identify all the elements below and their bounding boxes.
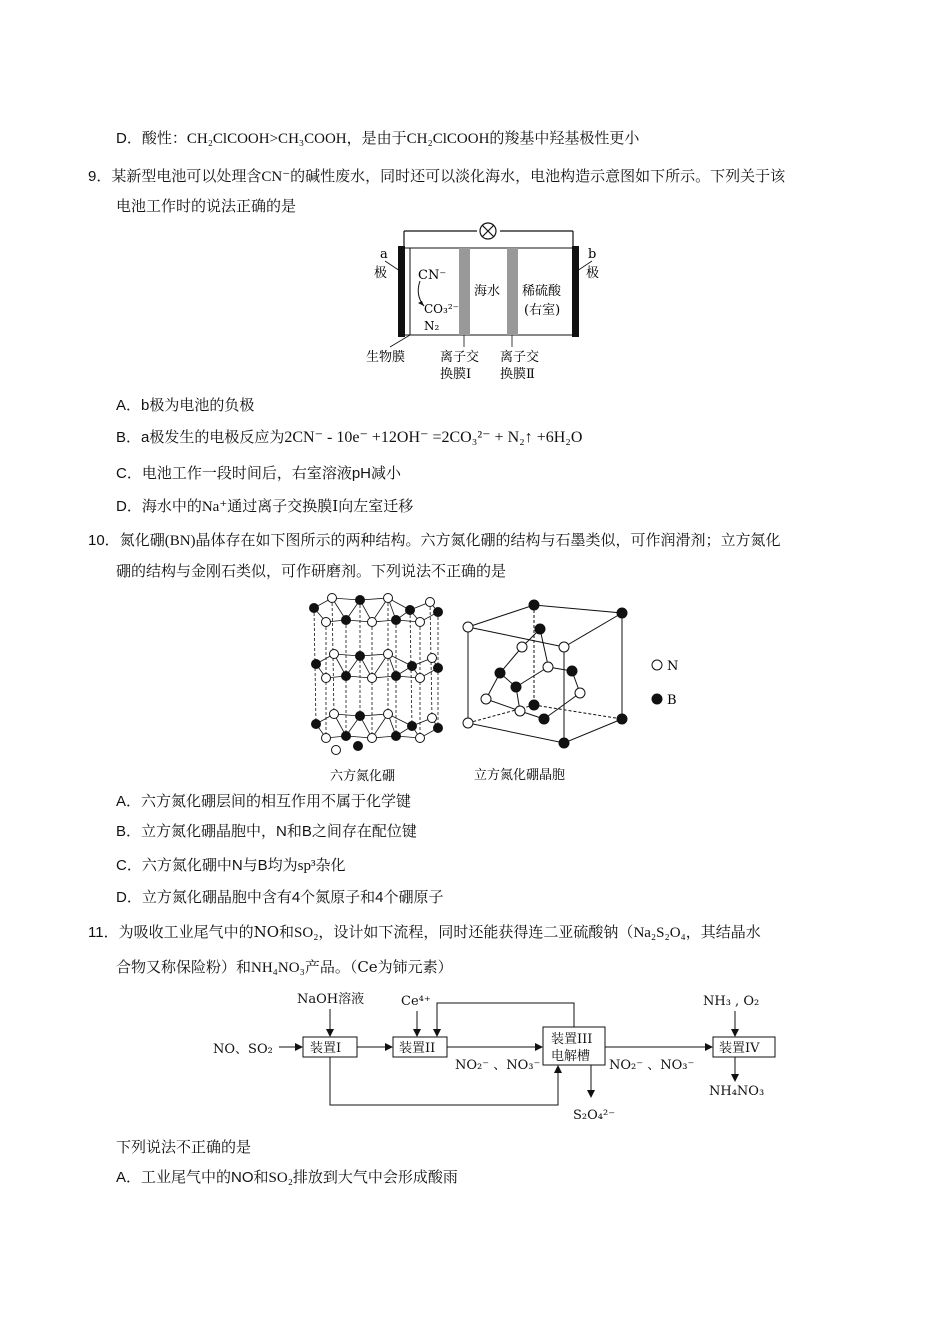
electrode-b <box>572 246 579 337</box>
q10-option-d: D．立方氮化硼晶胞中含有4个氮原子和4个硼原子 <box>116 889 444 906</box>
hexagonal-bn-caption: 六方氮化硼 <box>330 769 396 784</box>
device-2-label: 装置II <box>399 1041 436 1056</box>
q10-option-b: B．立方氮化硼晶胞中，N和B之间存在配位键 <box>116 823 417 840</box>
question-number: 11． <box>88 924 119 941</box>
a-electrode-label: a <box>380 247 388 262</box>
text: 的碱性废水，同时还可以淡化海水，电池构造示意图如下所示。下列关于该 <box>290 167 786 185</box>
equation: 2CN⁻ - 10e⁻ +12OH⁻ =2CO₃²⁻ + N₂↑ +6H₂O <box>284 429 583 446</box>
hexagonal-bn-figure <box>300 588 450 788</box>
text: A．工业尾气中的NO和 <box>116 1169 269 1186</box>
q11-stem-line1 <box>88 922 761 943</box>
right-chamber-label: (右室) <box>524 303 561 318</box>
q9-option-b <box>116 427 582 448</box>
q11-question: 下列说法不正确的是 <box>116 1138 252 1156</box>
biofilm-label: 生物膜 <box>366 350 406 365</box>
seawater-label: 海水 <box>474 284 501 299</box>
formula: (BN) <box>164 533 196 549</box>
lamp-icon <box>480 223 496 239</box>
naoh-label: NaOH溶液 <box>297 992 365 1007</box>
device-1-label: 装置I <box>310 1041 342 1056</box>
electrode-a <box>398 246 405 337</box>
text: 为吸收工业尾气中的NO和 <box>118 923 295 941</box>
a-pole-label: 极 <box>374 266 388 281</box>
acid-label: 稀硫酸 <box>522 284 562 299</box>
membrane-1-label-b: 换膜Ⅰ <box>440 367 472 382</box>
nitrite-nitrate-label-2: NO₂⁻ 、NO₃⁻ <box>609 1058 695 1073</box>
formula: CN⁻ <box>261 169 291 185</box>
formula: CH₂ClCOOH <box>406 131 490 147</box>
text: 杂化 <box>315 856 346 874</box>
carbonate-label: CO₃²⁻ <box>424 302 459 316</box>
q11-option-a <box>116 1167 458 1188</box>
formula: CH₂ClCOOH>CH₃COOH <box>186 131 347 147</box>
legend <box>652 659 678 708</box>
q9-option-c: C．电池工作一段时间后，右室溶液pH减小 <box>116 465 402 482</box>
q9-stem-line2: 电池工作时的说法正确的是 <box>116 197 297 215</box>
nitrogen-label: N₂ <box>424 319 440 333</box>
membrane-1 <box>459 248 470 335</box>
b-pole-label: 极 <box>586 266 600 281</box>
cubic-bn-caption: 立方氮化硼晶胞 <box>474 768 566 783</box>
text: 排放到大气中会形成酸雨 <box>292 1168 458 1186</box>
formula: sp³ <box>297 858 316 874</box>
input-gas-label: NO、SO₂ <box>213 1042 273 1057</box>
device-3-label: 装置III <box>551 1032 593 1047</box>
text: 的羧基中羟基极性更小 <box>489 129 640 147</box>
text: ，是由于 <box>346 129 407 147</box>
text: 产品。（Ce为铈元素） <box>304 958 453 976</box>
dithionite-label: S₂O₄²⁻ <box>573 1108 616 1123</box>
cn-ion-label: CN⁻ <box>418 268 447 283</box>
formula: SO₂ <box>268 1170 293 1186</box>
cubic-bn-figure <box>460 595 700 790</box>
membrane-2 <box>507 248 518 335</box>
membrane-1-label-a: 离子交 <box>440 350 480 365</box>
text: C．六方氮化硼中N与B均为 <box>116 857 298 874</box>
formula: SO₂ <box>294 925 319 941</box>
q10-stem-line1 <box>88 530 781 551</box>
nh4no3-product-label: NH₄NO₃ <box>709 1084 765 1099</box>
text: 通过离子交换膜Ⅰ向左室迁移 <box>227 497 414 515</box>
nitrite-nitrate-label-1: NO₂⁻ 、NO₃⁻ <box>455 1058 541 1073</box>
b-legend-label: B <box>667 693 677 708</box>
text: 晶体存在如下图所示的两种结构。六方氮化硼的结构与石墨类似，可作润滑剂；立方氮化 <box>195 531 781 549</box>
text: ，其结晶水 <box>685 923 761 941</box>
text: D．海水中的 <box>116 498 202 515</box>
ce-label: Ce⁴⁺ <box>401 994 431 1009</box>
q9-option-d <box>116 496 413 517</box>
membrane-2-label-a: 离子交 <box>500 350 540 365</box>
q9-stem-line1 <box>88 166 785 187</box>
b-electrode-label: b <box>588 247 597 262</box>
q10-stem-line2: 硼的结构与金刚石类似，可作研磨剂。下列说法不正确的是 <box>116 562 507 580</box>
option-label: D． <box>116 130 142 147</box>
membrane-2-label-b: 换膜Ⅱ <box>500 367 535 382</box>
q9-option-a: A．b极为电池的负极 <box>116 397 255 414</box>
text: 氮化硼 <box>119 531 165 549</box>
n-legend-marker <box>652 660 662 670</box>
text: 酸性： <box>141 129 187 147</box>
text: 合物又称保险粉）和 <box>116 958 252 976</box>
nh3-o2-label: NH₃ , O₂ <box>703 994 760 1009</box>
formula: NH₄NO₃ <box>251 960 305 976</box>
process-flow-diagram <box>205 985 805 1130</box>
b-legend-marker <box>652 694 662 704</box>
formula: Na⁺ <box>201 499 228 515</box>
electrolyzer-label: 电解槽 <box>551 1049 591 1064</box>
text: B．a极发生的电极反应为 <box>116 429 285 446</box>
formula: Na₂S₂O₄ <box>633 925 686 941</box>
text: ，设计如下流程，同时还能获得连二亚硫酸钠（ <box>318 923 634 941</box>
q8-option-d <box>116 128 639 149</box>
q10-option-a: A．六方氮化硼层间的相互作用不属于化学键 <box>116 793 412 810</box>
q10-option-c <box>116 855 346 876</box>
device-4-label: 装置IV <box>719 1041 760 1056</box>
battery-diagram <box>360 215 610 385</box>
text: 某新型电池可以处理含 <box>111 167 262 185</box>
n-legend-label: N <box>667 659 679 674</box>
q11-stem-line2 <box>116 957 453 978</box>
question-number: 10． <box>88 532 120 549</box>
question-number: 9． <box>88 168 112 185</box>
